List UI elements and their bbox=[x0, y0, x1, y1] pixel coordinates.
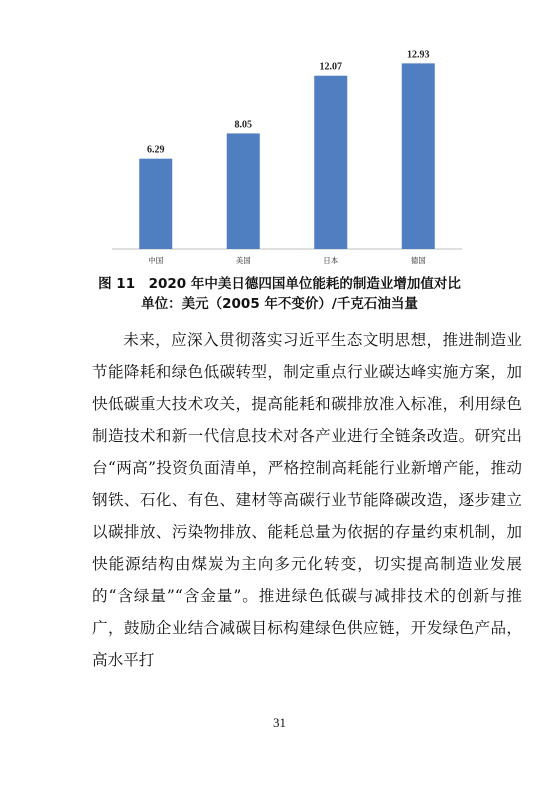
category-label: 美国 bbox=[235, 256, 251, 265]
bar-value-label: 8.05 bbox=[234, 119, 252, 131]
figure-caption-title: 图 11 2020 年中美日德四国单位能耗的制造业增加值对比 bbox=[98, 276, 461, 292]
bar-value-label: 12.93 bbox=[407, 49, 430, 61]
body-paragraph: 未来，应深入贯彻落实习近平生态文明思想，推进制造业节能降耗和绿色低碳转型，制定重点行业碳达峰实施方案，加快低碳重大技术攻关，提高能耗和碳排放准入标准，利用绿色制造技术和新一代信息技术对各产业进行全链条改造。研究出台“两高”投资负面清单，严格控制高耗能行业新增产能，推动钢铁、石化、有色、建材等高碳行业节能降碳改造，逐步建立以碳排放、污染物排放、能耗总量为依据的存量约束机制，加快能源结构由煤炭为主向多元化转变，切实提高制造业发展的“含绿量”“含金量”。推进绿色低碳与减排技术的创新与推广，鼓励企业结合减碳目标构建绿色供应链，开发绿色产品，高水平打 bbox=[92, 331, 522, 669]
category-label: 中国 bbox=[148, 256, 164, 265]
bar-chart bbox=[0, 0, 559, 270]
bar-value-label: 6.29 bbox=[147, 144, 165, 156]
figure-caption-unit: 单位：美元（2005 年不变价）/千克石油当量 bbox=[141, 296, 418, 312]
bar-2 bbox=[227, 133, 260, 249]
bar-3 bbox=[314, 76, 347, 249]
category-label: 德国 bbox=[410, 256, 426, 265]
body-text bbox=[92, 324, 522, 676]
page-number: 31 bbox=[273, 715, 286, 730]
category-label: 日本 bbox=[323, 256, 339, 265]
bar-value-label: 12.07 bbox=[319, 61, 342, 73]
bar-4 bbox=[402, 63, 435, 249]
bar-1 bbox=[139, 159, 172, 249]
